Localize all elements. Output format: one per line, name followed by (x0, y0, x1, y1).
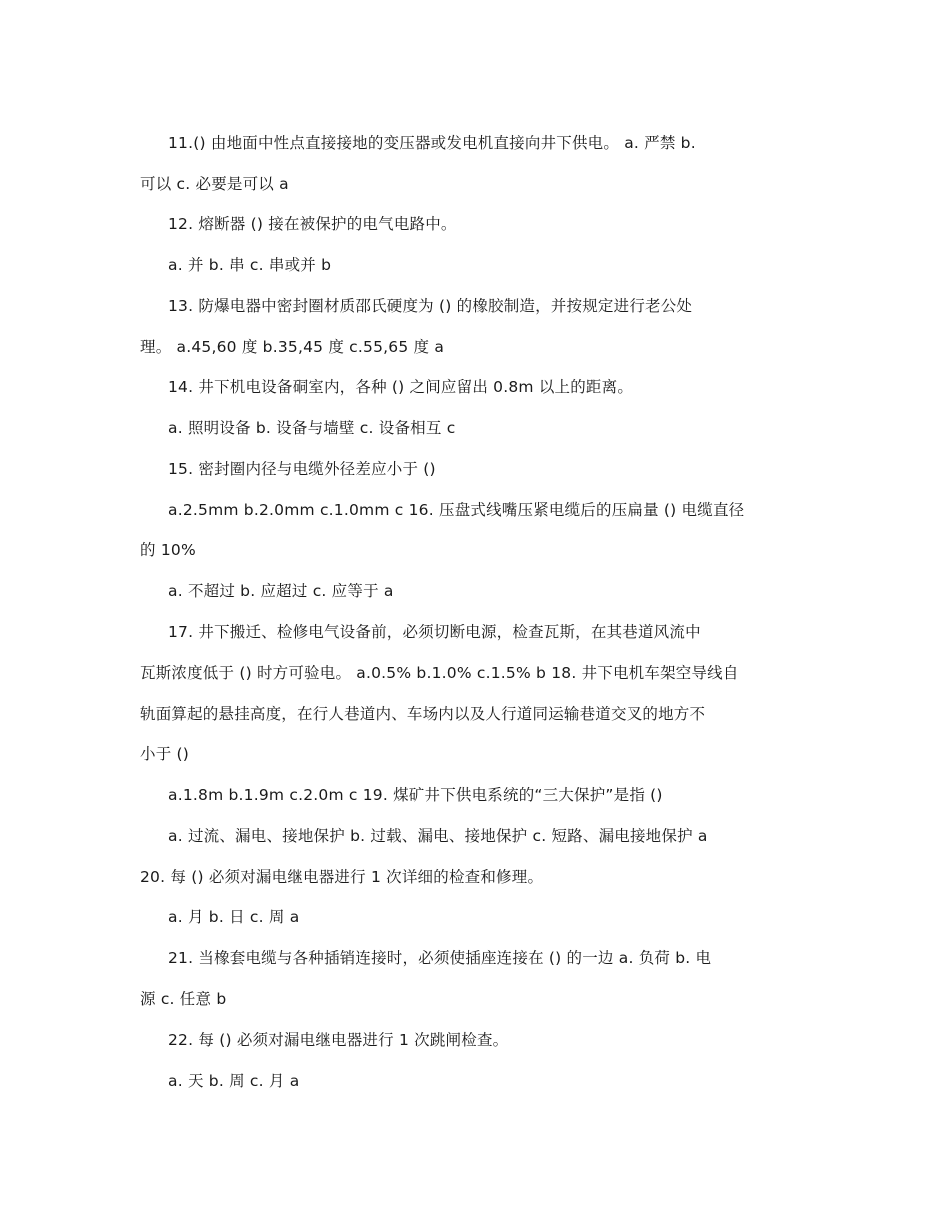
text-line: 轨面算起的悬挂高度，在行人巷道内、车场内以及人行道同运输巷道交叉的地方不 (140, 705, 706, 723)
text-line: 11.() 由地面中性点直接接地的变压器或发电机直接向井下供电。 a. 严禁 b. (168, 134, 696, 152)
text-line: 21. 当橡套电缆与各种插销连接时，必须使插座连接在 () 的一边 a. 负荷 b. 电 (168, 949, 712, 967)
text-line: 源 c. 任意 b (140, 990, 227, 1008)
text-line: a. 天 b. 周 c. 月 a (168, 1072, 300, 1090)
text-line: a. 过流、漏电、接地保护 b. 过载、漏电、接地保护 c. 短路、漏电接地保护 a (168, 827, 708, 845)
text-line: 22. 每 () 必须对漏电继电器进行 1 次跳闸检查。 (168, 1031, 509, 1049)
text-line: a. 并 b. 串 c. 串或并 b (168, 256, 332, 274)
text-line: 小于 () (140, 745, 190, 763)
text-line: a.1.8m b.1.9m c.2.0m c 19. 煤矿井下供电系统的“三大保护”是指 () (168, 786, 663, 804)
text-line: 15. 密封圈内径与电缆外径差应小于 () (168, 460, 436, 478)
text-line: 瓦斯浓度低于 () 时方可验电。 a.0.5% b.1.0% c.1.5% b 18. 井下电机车架空导线自 (140, 664, 739, 682)
text-line: a. 照明设备 b. 设备与墙壁 c. 设备相互 c (168, 419, 456, 437)
text-line: 的 10% (140, 541, 196, 559)
text-line: 13. 防爆电器中密封圈材质邵氏硬度为 () 的橡胶制造，并按规定进行老公处 (168, 297, 693, 315)
text-line: 20. 每 () 必须对漏电继电器进行 1 次详细的检查和修理。 (140, 868, 544, 886)
text-line: 理。 a.45,60 度 b.35,45 度 c.55,65 度 a (140, 338, 445, 356)
text-line: a. 不超过 b. 应超过 c. 应等于 a (168, 582, 394, 600)
text-line: 17. 井下搬迁、检修电气设备前，必须切断电源，检查瓦斯，在其巷道风流中 (168, 623, 701, 641)
text-line: 14. 井下机电设备硐室内，各种 () 之间应留出 0.8m 以上的距离。 (168, 378, 634, 396)
text-line: 可以 c. 必要是可以 a (140, 175, 289, 193)
text-line: 12. 熔断器 () 接在被保护的电气电路中。 (168, 215, 457, 233)
text-line: a.2.5mm b.2.0mm c.1.0mm c 16. 压盘式线嘴压紧电缆后的压扁量 () 电缆直径 (168, 501, 745, 519)
text-line: a. 月 b. 日 c. 周 a (168, 908, 300, 926)
